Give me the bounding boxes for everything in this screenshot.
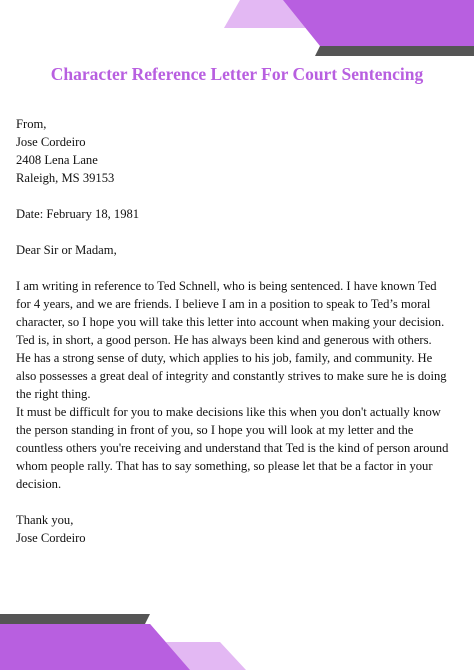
paragraph-line: also possesses a great deal of integrity and constantly strives to make sure he is doing <box>16 369 447 383</box>
salutation: Dear Sir or Madam, <box>16 243 117 257</box>
paragraph-2 <box>16 403 462 493</box>
spacer <box>16 187 462 205</box>
top-dark-band <box>315 46 474 56</box>
spacer <box>16 223 462 241</box>
spacer <box>16 493 462 511</box>
paragraph-line: decision. <box>16 477 62 491</box>
top-purple-banner <box>283 0 474 46</box>
paragraph-line: countless others you're receiving and understand that Ted is the kind of person around <box>16 441 449 455</box>
date-line: Date: February 18, 1981 <box>16 207 140 221</box>
paragraph-line: character, so I hope you will take this letter into account when making your decision. <box>16 315 445 329</box>
spacer <box>16 259 462 277</box>
letter-body <box>16 115 462 547</box>
paragraph-line: whom people rally. That has to say something, so please let that be a factor in your <box>16 459 433 473</box>
signature-name: Jose Cordeiro <box>16 531 86 545</box>
paragraph-line: the right thing. <box>16 387 91 401</box>
paragraph-line: It must be difficult for you to make decisions like this when you don't actually know <box>16 405 441 419</box>
paragraph-line: He has a strong sense of duty, which applies to his job, family, and community. He <box>16 351 433 365</box>
paragraph-line: the person standing in front of you, so I hope you will look at my letter and the <box>16 423 414 437</box>
paragraph-line: for 4 years, and we are friends. I believe I am in a position to speak to Ted’s moral <box>16 297 431 311</box>
bottom-purple-banner-front <box>0 624 190 670</box>
letter-title: Character Reference Letter For Court Sentencing <box>50 64 424 84</box>
sender-name: Jose Cordeiro <box>16 135 86 149</box>
paragraph-line: I am writing in reference to Ted Schnell, who is being sentenced. I have known Ted <box>16 279 437 293</box>
from-label: From, <box>16 117 47 131</box>
closing: Thank you, <box>16 513 74 527</box>
sender-street: 2408 Lena Lane <box>16 153 98 167</box>
paragraph-line: Ted is, in short, a good person. He has always been kind and generous with others. <box>16 333 432 347</box>
sender-city-state-zip: Raleigh, MS 39153 <box>16 171 115 185</box>
paragraph-1 <box>16 277 462 403</box>
bottom-dark-band <box>0 614 150 624</box>
